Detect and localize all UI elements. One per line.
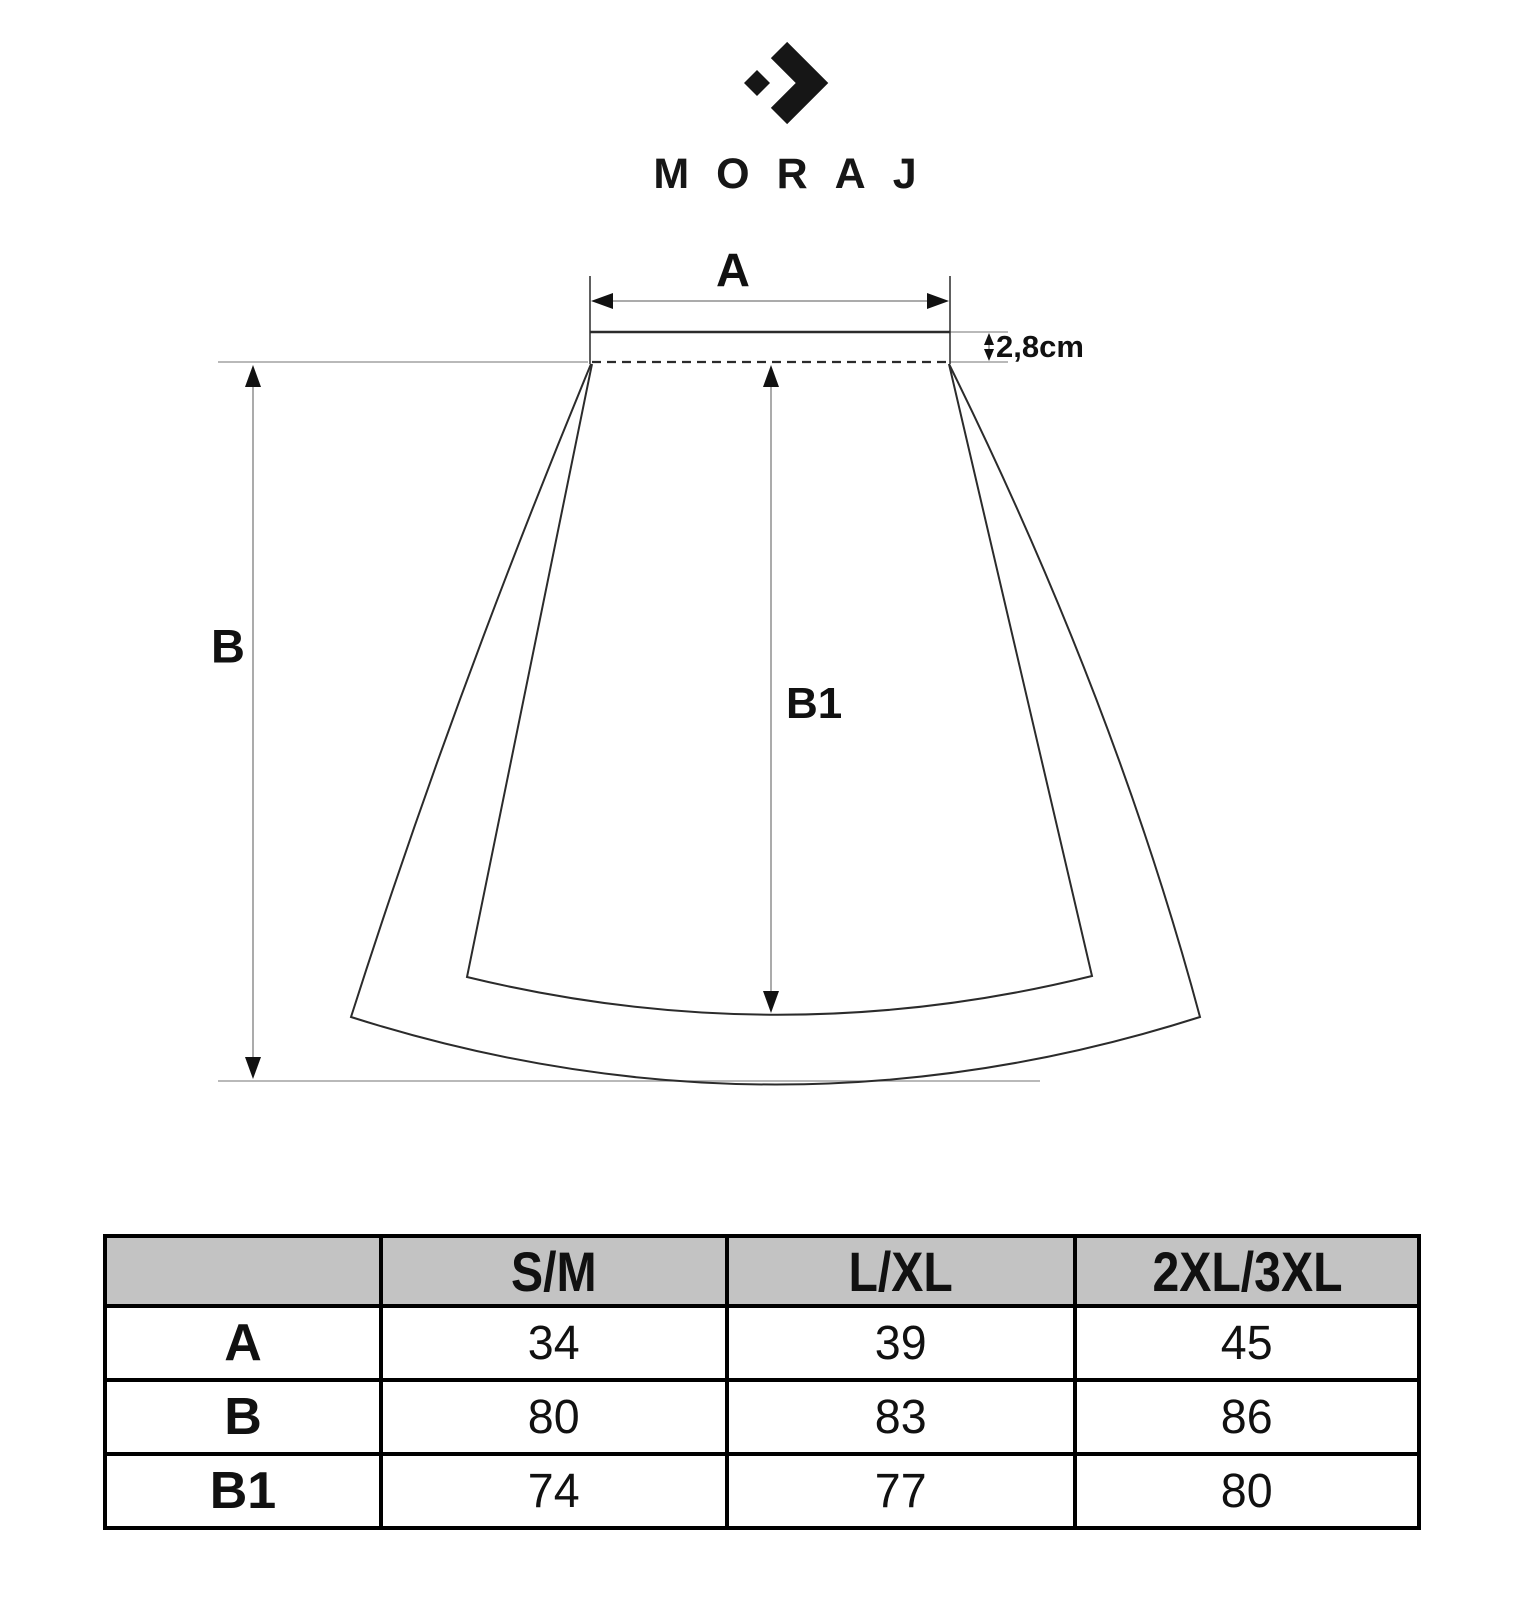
size-table-header-empty <box>107 1238 379 1304</box>
arrow-B1-up <box>763 365 779 387</box>
label-waist-width: A <box>716 243 750 297</box>
size-table <box>103 1234 1421 1530</box>
size-table-header-lxl: L/XL <box>729 1238 1073 1304</box>
size-table-header-2xl3xl: 2XL/3XL <box>1077 1238 1417 1304</box>
label-inner-length: B1 <box>786 679 843 728</box>
arrow-B-down <box>245 1057 261 1079</box>
skirt-outer-panel <box>351 364 1200 1085</box>
logo-diamond-icon <box>744 70 770 96</box>
value-B1-sm: 74 <box>383 1456 725 1526</box>
value-A-2xl3xl: 45 <box>1077 1308 1417 1378</box>
skirt-inner-panel <box>467 364 1092 1015</box>
brand-wordmark: MORAJ <box>653 150 944 198</box>
arrow-wb-up <box>984 333 994 345</box>
value-B1-lxl: 77 <box>729 1456 1073 1526</box>
arrow-A-left <box>591 293 613 309</box>
brand-logo-icon <box>744 50 812 116</box>
value-A-sm: 34 <box>383 1308 725 1378</box>
measure-lines <box>253 301 989 1062</box>
row-label-B: B <box>107 1382 379 1452</box>
skirt-outline <box>351 276 1200 1085</box>
logo-chevron-icon <box>779 50 812 116</box>
value-B1-2xl3xl: 80 <box>1077 1456 1417 1526</box>
value-B-sm: 80 <box>383 1382 725 1452</box>
arrow-A-right <box>927 293 949 309</box>
value-A-lxl: 39 <box>729 1308 1073 1378</box>
value-B-2xl3xl: 86 <box>1077 1382 1417 1452</box>
extension-lines <box>218 332 1040 1081</box>
label-waistband-height: 2,8cm <box>996 329 1084 364</box>
size-table-header-sm: S/M <box>383 1238 725 1304</box>
label-total-length: B <box>211 619 245 673</box>
row-label-B1: B1 <box>107 1456 379 1526</box>
arrow-B1-down <box>763 991 779 1013</box>
row-label-A: A <box>107 1308 379 1378</box>
arrow-B-up <box>245 365 261 387</box>
arrow-wb-down <box>984 349 994 361</box>
arrowheads <box>245 293 994 1079</box>
value-B-lxl: 83 <box>729 1382 1073 1452</box>
